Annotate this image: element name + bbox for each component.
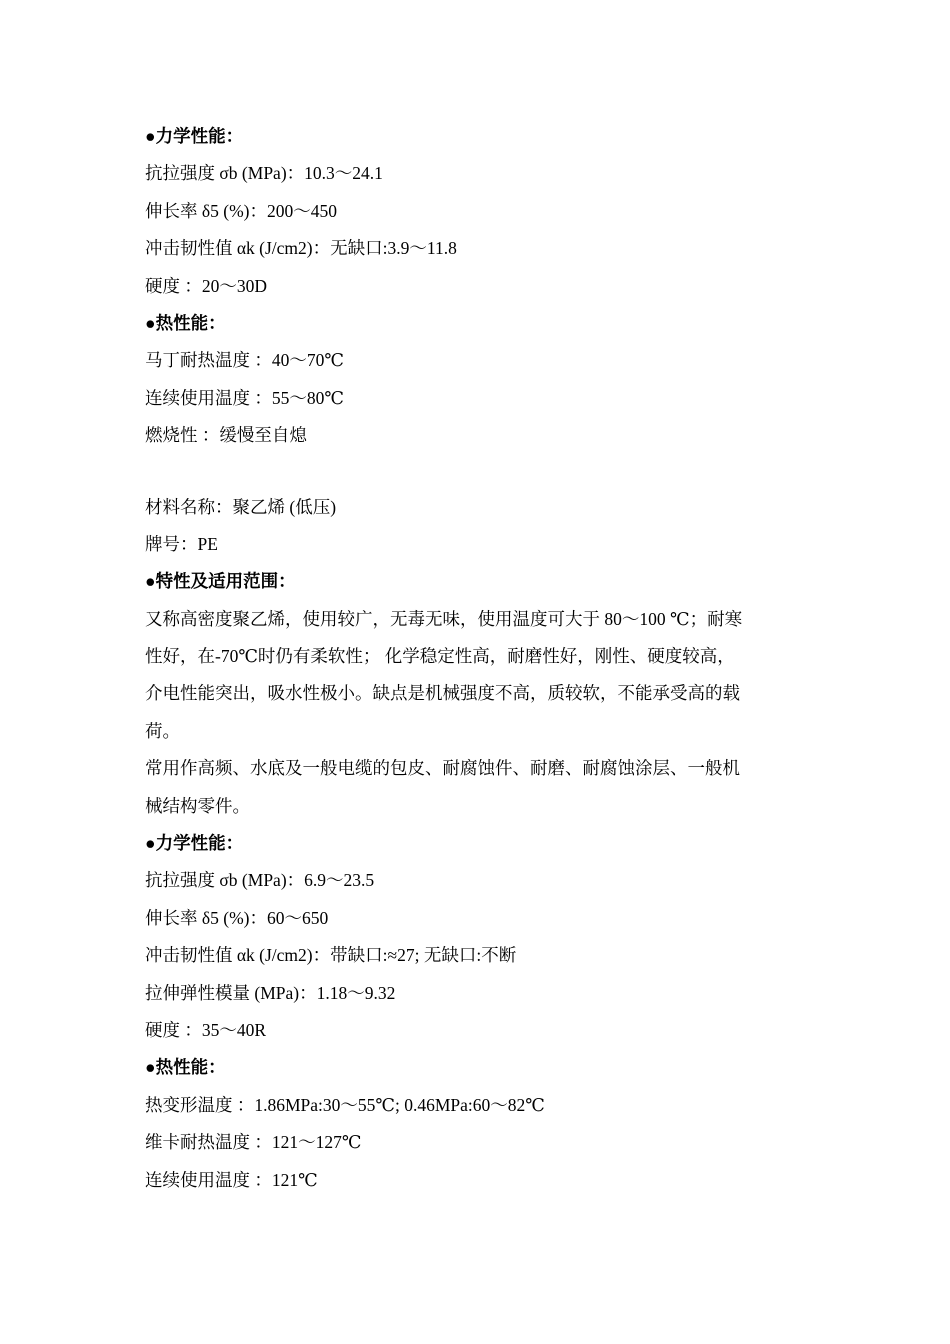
scope-paragraph-line: 性好，在-70℃时仍有柔软性； 化学稳定性高，耐磨性好，刚性、硬度较高，	[145, 646, 735, 667]
impact-toughness-line: 冲击韧性值 αk (J/cm2)：带缺口:≈27; 无缺口:不断	[145, 945, 517, 966]
thermal-properties-heading: ●热性能：	[145, 1057, 226, 1078]
tensile-strength-line: 抗拉强度 σb (MPa)：10.3～24.1	[145, 163, 383, 184]
scope-paragraph-line: 荷。	[145, 720, 180, 741]
scope-heading: ●特性及适用范围：	[145, 571, 296, 592]
usage-paragraph-line: 械结构零件。	[145, 795, 250, 816]
tensile-strength-line: 抗拉强度 σb (MPa)：6.9～23.5	[145, 870, 375, 891]
section-spacer	[145, 455, 807, 489]
grade-line: 牌号：PE	[145, 533, 218, 554]
scope-paragraph-line: 又称高密度聚乙烯，使用较广，无毒无味，使用温度可大于 80～100 ℃；耐寒	[145, 608, 743, 629]
hardness-line: 硬度 ：35～40R	[145, 1019, 267, 1040]
vicat-softening-temp-line: 维卡耐热温度 ：121～127℃	[145, 1132, 362, 1153]
continuous-use-temp-line: 连续使用温度 ：121℃	[145, 1169, 318, 1190]
flammability-line: 燃烧性 ：缓慢至自熄	[145, 425, 307, 446]
elongation-line: 伸长率 δ5 (%)：200～450	[145, 200, 337, 221]
document-page	[145, 118, 807, 1199]
impact-toughness-line: 冲击韧性值 αk (J/cm2)：无缺口:3.9～11.8	[145, 238, 457, 259]
martens-heat-resistance-line: 马丁耐热温度 ：40～70℃	[145, 350, 344, 371]
mechanical-properties-heading: ●力学性能：	[145, 126, 244, 146]
usage-paragraph-line: 常用作高频、水底及一般电缆的包皮、耐腐蚀件、耐磨、耐腐蚀涂层、一般机	[145, 758, 740, 779]
tensile-modulus-line: 拉伸弹性模量 (MPa)：1.18～9.32	[145, 982, 396, 1003]
thermal-properties-heading: ●热性能：	[145, 312, 226, 333]
continuous-use-temp-line: 连续使用温度 ：55～80℃	[145, 387, 344, 408]
elongation-line: 伸长率 δ5 (%)：60～650	[145, 907, 329, 928]
scope-paragraph-line: 介电性能突出，吸水性极小。缺点是机械强度不高，质较软，不能承受高的载	[145, 683, 740, 704]
hardness-line: 硬度 ：20～30D	[145, 275, 268, 296]
mechanical-properties-heading: ●力学性能：	[145, 833, 244, 854]
heat-deflection-temp-line: 热变形温度 ：1.86MPa:30～55℃; 0.46MPa:60～82℃	[145, 1094, 545, 1115]
material-name-line: 材料名称：聚乙烯 (低压)	[145, 496, 337, 517]
